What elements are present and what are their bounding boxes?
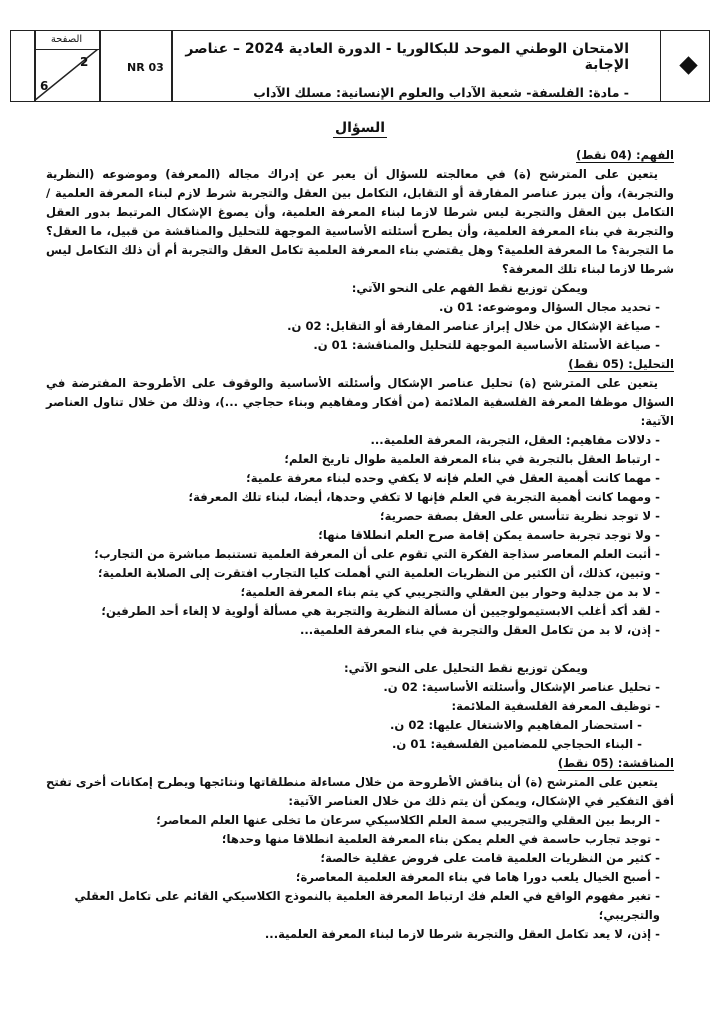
list-item: - تحديد مجال السؤال وموضوعه: 01 ن.: [46, 298, 674, 317]
spacer: [46, 640, 674, 659]
list-item: - أصبح الخيال يلعب دورا هاما في بناء المعرفة العلمية المعاصرة؛: [46, 868, 674, 887]
list-item: - ومهما كانت أهمية التجربة في العلم فإنها لا تكفي وحدها، أيضا، لبناء تلك المعرفة؛: [46, 488, 674, 507]
list-item: - توجد تجارب حاسمة في العلم يمكن بناء المعرفة العلمية انطلاقا منها وحدها؛: [46, 830, 674, 849]
page-number-box: [34, 31, 100, 101]
page-number: 2: [80, 55, 89, 69]
list-item: - تغير مفهوم الواقع في العلم فك ارتباط المعرفة العلمية بالنموذج الكلاسيكي القائم على تكامل العقلي والتجريبي؛: [46, 887, 674, 925]
understanding-distribution-intro: ويمكن توزيع نقط الفهم على النحو الآتي:: [351, 281, 588, 295]
list-item: - كثير من النظريات العلمية قامت على فروض عقلية خالصة؛: [46, 849, 674, 868]
list-item: - إذن، لا بد من تكامل العقل والتجربة في بناء المعرفة العلمية...: [46, 621, 674, 640]
analysis-title: التحليل: (05 نقط): [568, 357, 674, 371]
list-item: - الربط بين العقلي والتجريبي سمة العلم الكلاسيكي سرعان ما تخلى عنها العلم المعاصر؛: [46, 811, 674, 830]
list-item: - استحضار المفاهيم والاشتغال عليها: 02 ن.: [46, 716, 674, 735]
exam-subtitle: - مادة: الفلسفة- شعبة الآداب والعلوم الإنسانية: مسلك الآداب: [253, 85, 629, 100]
list-item: - لا بد من جدلية وحوار بين العقلي والتجريبي كي يتم بناء المعرفة العلمية؛: [46, 583, 674, 602]
diamond-icon: [679, 56, 697, 74]
list-item: - دلالات مفاهيم: العقل، التجربة، المعرفة العلمية...: [46, 431, 674, 450]
page-label: الصفحة: [34, 31, 99, 50]
list-item: - لا توجد نظرية تتأسس على العقل بصفة حصرية؛: [46, 507, 674, 526]
list-item: - وتبين، كذلك، أن الكثير من النظريات العلمية التي أهملت كليا التجارب افتقرت إلى الصلابة العلمية؛: [46, 564, 674, 583]
page-box-border: [34, 31, 36, 101]
list-item: - تحليل عناصر الإشكال وأسئلته الأساسية: 02 ن.: [46, 678, 674, 697]
understanding-title: الفهم: (04 نقط): [576, 148, 674, 162]
discussion-paragraph: يتعين على المترشح (ة) أن يناقش الأطروحة من خلال مساءلة منطلقاتها ونتائجها ويطرح إمكانات أخرى تفتح أفق التفكير في الإشكال، ويمكن أن يتم ذلك من خلال العناصر الآتية:: [46, 775, 674, 808]
question-title: السؤال: [334, 120, 386, 136]
analysis-distribution-intro: ويمكن توزيع نقط التحليل على النحو الآتي:: [343, 661, 588, 675]
diagonal-line: [34, 49, 98, 101]
header-divider: [171, 31, 173, 101]
exam-title: الامتحان الوطني الموحد للبكالوريا - الدورة العادية 2024 – عناصر الإجابة: [185, 41, 629, 73]
list-item: - لقد أكد أغلب الابستيمولوجيين أن مسألة النظرية والتجربة هي مسألة أولوية لا إلغاء أحد الطرفين؛: [46, 602, 674, 621]
list-item: - ولا توجد تجربة حاسمة يمكن إقامة صرح العلم انطلاقا منها؛: [46, 526, 674, 545]
header-titles: [181, 41, 629, 100]
list-item: - توظيف المعرفة الفلسفية الملائمة:: [46, 697, 674, 716]
list-item: - إذن، لا يعد تكامل العقل والتجربة شرطا لازما لبناء المعرفة العلمية...: [46, 925, 674, 944]
list-item: - صياغة الإشكال من خلال إبراز عناصر المفارقة أو التقابل: 02 ن.: [46, 317, 674, 336]
list-item: - ارتباط العقل بالتجربة في بناء المعرفة العلمية طوال تاريخ العلم؛: [46, 450, 674, 469]
header-divider: [660, 31, 662, 101]
list-item: - مهما كانت أهمية العقل في العلم فإنه لا يكفي وحده لبناء معرفة علمية؛: [46, 469, 674, 488]
answer-content: [46, 146, 674, 944]
understanding-paragraph: يتعين على المترشح (ة) في معالجته للسؤال أن يعبر عن إدراك مجاله (المعرفة) وموضوعه (النظرية والتجربة)، وأن يبرز عناصر المفارقة أو التقابل، التكامل بين العقل والتجربة شرط لازم لبناء المعرفة العلمية / التكامل بين العقل والتجربة ليس شرطا لازما لبناء المعرفة العلمية، وأن يصوغ الإشكال المرتبط بدور العقل والتجربة في بناء المعرفة العلمية، وأن يطرح أسئلته الأساسية الموجهة للتحليل والمناقشة من قبيل، ما العقل؟ ما التجربة؟ ما المعرفة العلمية؟ وهل يقتضي بناء المعرفة العلمية تكامل العقل والتجربة أم أن ذلك التكامل ليس شرطا لازما لبناء تلك المعرفة؟: [46, 167, 674, 276]
analysis-paragraph: يتعين على المترشح (ة) تحليل عناصر الإشكال وأسئلته الأساسية والوقوف على الأطروحة المفترضة في السؤال موظفا المعرفة الفلسفية الملائمة (من أفكار ومفاهيم وبناء حجاجي ...)، وذلك من خلال تناول العناصر الآتية:: [46, 376, 674, 428]
list-item: - صياغة الأسئلة الأساسية الموجهة للتحليل والمناقشة: 01 ن.: [46, 336, 674, 355]
exam-code: NR 03: [127, 61, 164, 74]
page-total: 6: [40, 79, 49, 93]
list-item: - البناء الحجاجي للمضامين الفلسفية: 01 ن.: [46, 735, 674, 754]
list-item: - أثبت العلم المعاصر سذاجة الفكرة التي تقوم على أن المعرفة العلمية تستنبط مباشرة من التجارب؛: [46, 545, 674, 564]
discussion-title: المناقشة: (05 نقط): [557, 756, 674, 770]
exam-header: [10, 30, 710, 102]
